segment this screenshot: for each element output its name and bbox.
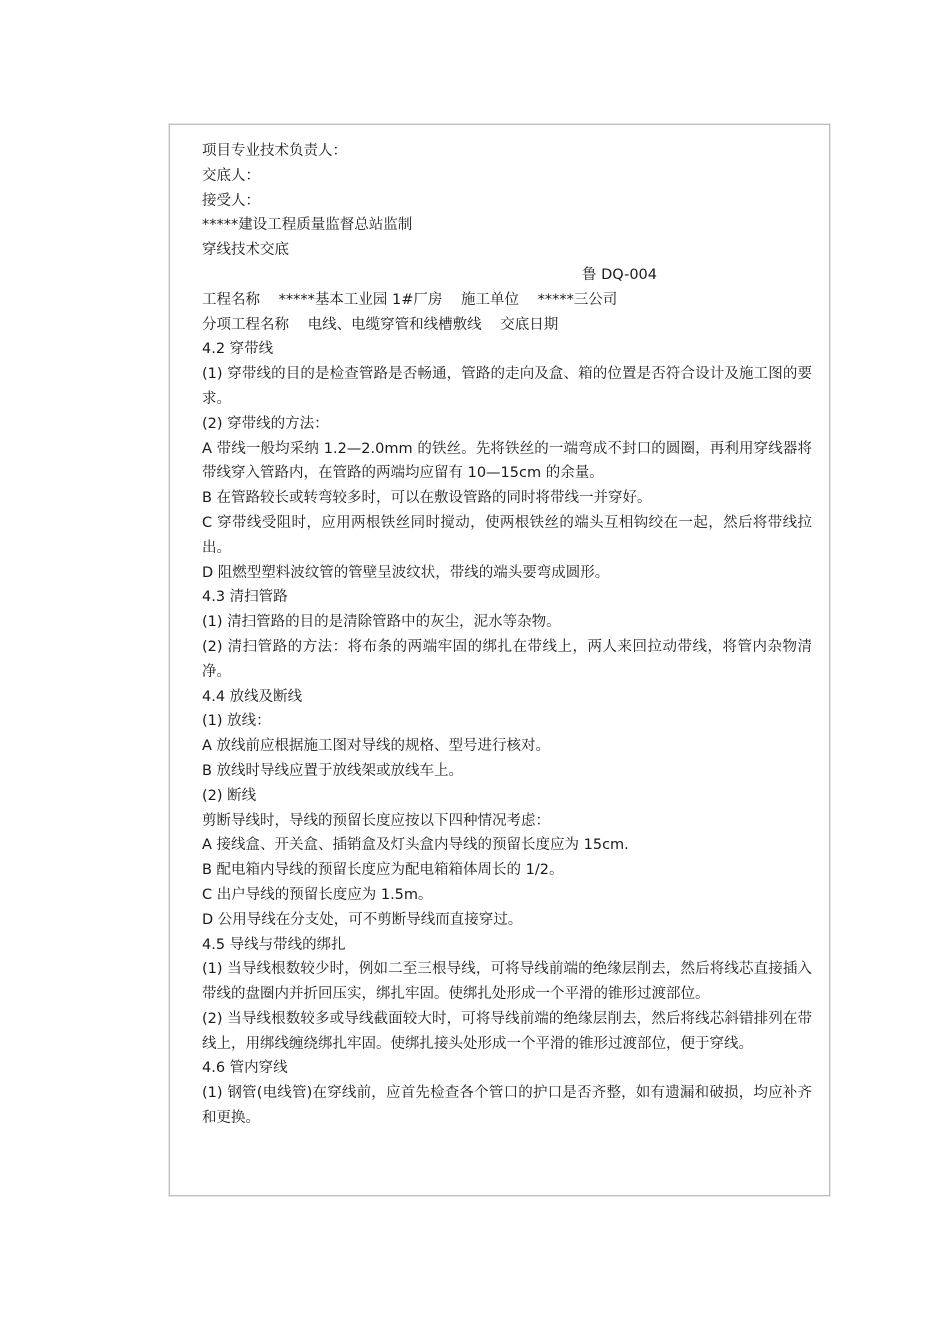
paragraph: (1) 放线： (202, 713, 271, 730)
paragraph: A 接线盒、开关盒、插销盒及灯头盒内导线的预留长度应为 15cm. (202, 837, 629, 854)
subproject-label: 分项工程名称 (202, 316, 289, 333)
contractor-value: *****三公司 (537, 291, 618, 308)
discloser-label: 交底人： (202, 167, 260, 184)
paragraph: D 阻燃型塑料波纹管的管壁呈波纹状，带线的端头要弯成圆形。 (202, 564, 610, 581)
paragraph: (2) 清扫管路的方法：将布条的两端牢固的绑扎在带线上，两人来回拉动带线，将管内杂物清净。 (202, 638, 812, 680)
subproject-value: 电线、电缆穿管和线槽敷线 (307, 316, 482, 333)
paragraph: B 配电箱内导线的预留长度应为配电箱箱体周长的 1/2。 (202, 862, 564, 879)
project-name-label: 工程名称 (202, 291, 260, 308)
paragraph: C 穿带线受阻时，应用两根铁丝同时搅动，使两根铁丝的端头互相钩绞在一起，然后将带线拉出。 (202, 514, 812, 556)
paragraph: B 放线时导线应置于放线架或放线车上。 (202, 762, 464, 779)
paragraph: (1) 钢管(电线管)在穿线前，应首先检查各个管口的护口是否齐整，如有遗漏和破损，均应补齐和更换。 (202, 1085, 812, 1127)
paragraph: A 带线一般均采纳 1.2—2.0mm 的铁丝。先将铁丝的一端弯成不封口的圆圈，再利用穿线器将带线穿入管路内，在管路的两端均应留有 10—15cm 的余量。 (202, 440, 812, 482)
paragraph: (1) 当导线根数较少时，例如二至三根导线，可将导线前端的绝缘层削去，然后将线芯直接插入带线的盘圈内并折回压实，绑扎牢固。使绑扎处形成一个平滑的锥形过渡部位。 (202, 961, 812, 1003)
paragraph: (2) 穿带线的方法： (202, 415, 329, 432)
subproject-row (202, 313, 812, 338)
section-heading: 4.4 放线及断线 (202, 688, 303, 705)
document-code: 鲁 DQ-004 (582, 266, 657, 283)
document-content (202, 139, 812, 1131)
supervisor-line: *****建设工程质量监督总站监制 (202, 217, 413, 234)
paragraph: (1) 穿带线的目的是检查管路是否畅通，管路的走向及盒、箱的位置是否符合设计及施工图的要求。 (202, 366, 812, 407)
paragraph: (1) 清扫管路的目的是清除管路中的灰尘，泥水等杂物。 (202, 614, 561, 631)
receiver-label: 接受人： (202, 192, 260, 209)
project-name-value: *****基本工业园 1#厂房 (278, 291, 443, 308)
contractor-label: 施工单位 (460, 291, 519, 308)
paragraph: (2) 断线 (202, 787, 257, 804)
tech-lead-label: 项目专业技术负责人： (202, 143, 347, 159)
paragraph: 剪断导线时，导线的预留长度应按以下四种情况考虑： (202, 812, 550, 829)
paragraph: D 公用导线在分支处，可不剪断导线而直接穿过。 (202, 911, 523, 928)
paragraph: B 在管路较长或转弯较多时，可以在敷设管路的同时将带线一并穿好。 (202, 490, 652, 507)
date-label: 交底日期 (500, 316, 559, 333)
section-heading: 4.2 穿带线 (202, 341, 274, 358)
section-heading: 4.5 导线与带线的绑扎 (202, 936, 346, 953)
paragraph: C 出户导线的预留长度应为 1.5m。 (202, 886, 433, 903)
paragraph: A 放线前应根据施工图对导线的规格、型号进行核对。 (202, 738, 551, 755)
paragraph: (2) 当导线根数较多或导线截面较大时，可将导线前端的绝缘层削去，然后将线芯斜错排列在带线上，用绑线缠绕绑扎牢固。使绑扎接头处形成一个平滑的锥形过渡部位，便于穿线。 (202, 1010, 812, 1052)
section-heading: 4.3 清扫管路 (202, 589, 288, 606)
section-heading: 4.6 管内穿线 (202, 1060, 288, 1077)
project-row (202, 288, 812, 313)
document-title: 穿线技术交底 (202, 242, 289, 259)
